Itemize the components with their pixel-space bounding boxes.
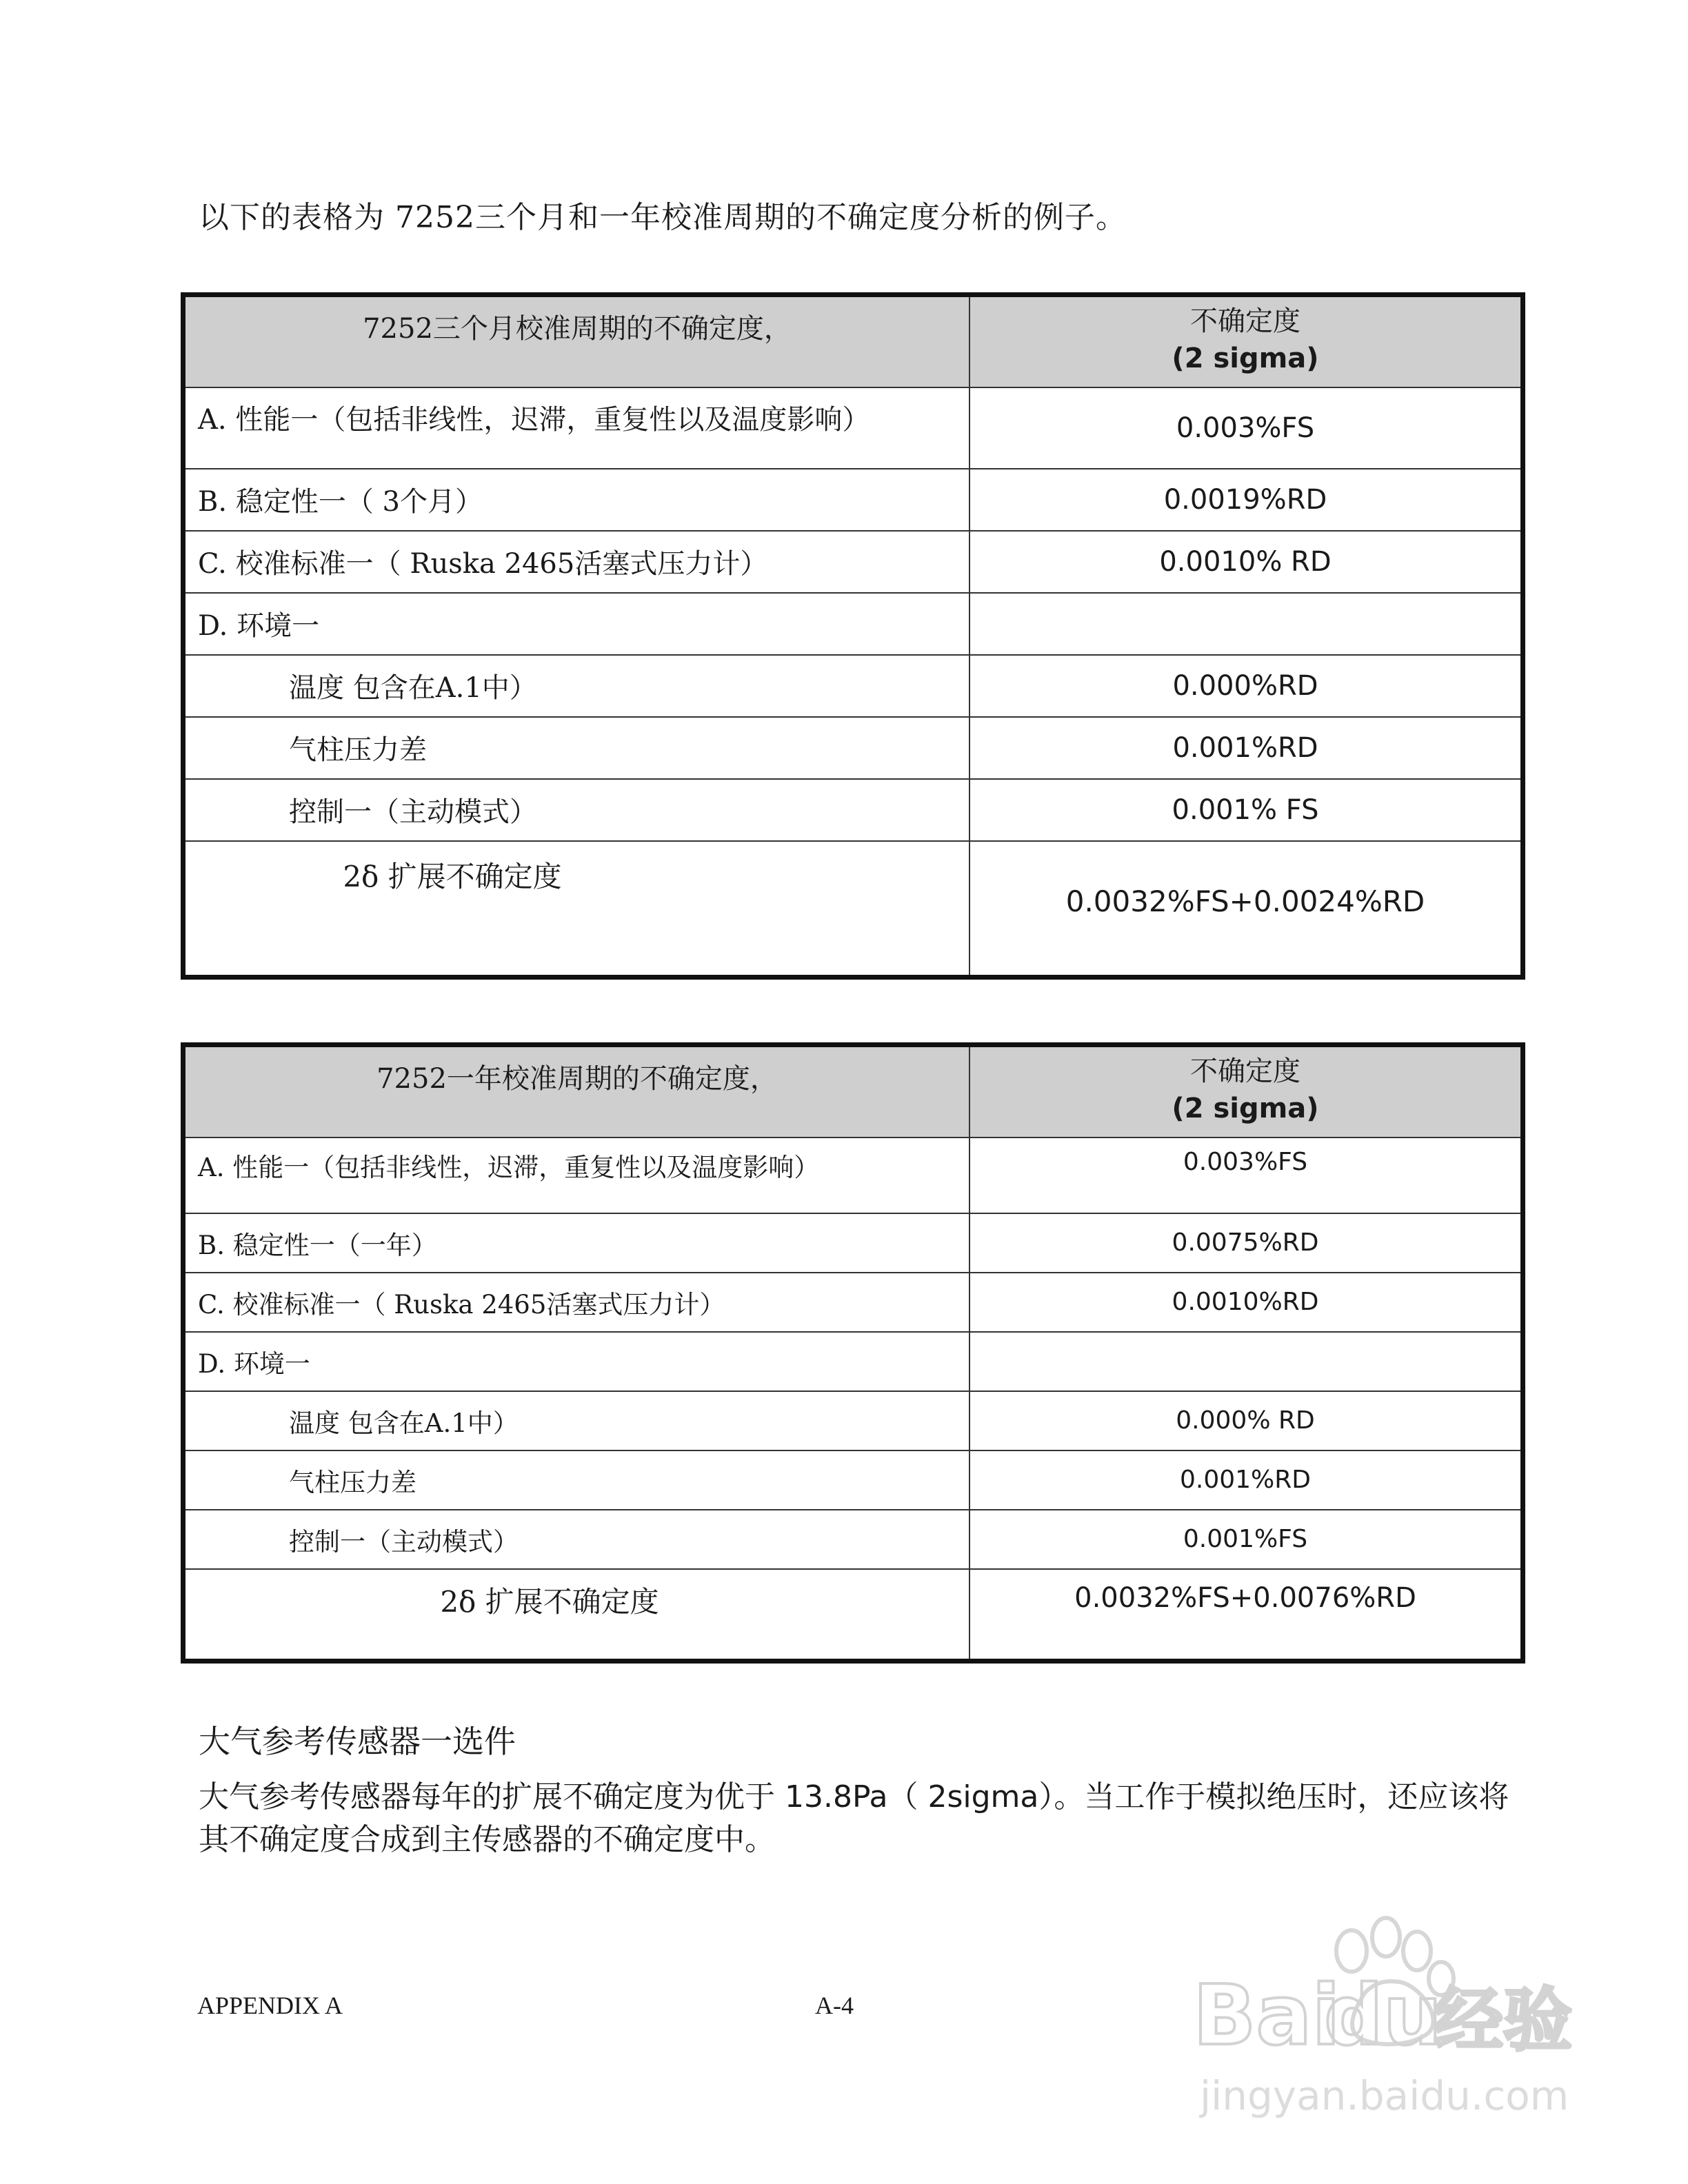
section-body: 大气参考传感器每年的扩展不确定度为优于 13.8Pa（ 2sigma）。当工作于模拟绝压时，还应该将其不确定度合成到主传感器的不确定度中。 [199, 1779, 1509, 1857]
table-header-row [183, 1045, 1523, 1138]
header-unit-sigma: (2 sigma) [1172, 1093, 1319, 1124]
table-header-unit [969, 295, 1523, 387]
intro-text: 以下的表格为 7252三个月和一年校准周期的不确定度分析的例子。 [199, 200, 1127, 235]
table-row [183, 593, 1523, 655]
table-row [183, 717, 1523, 779]
footer-appendix: APPENDIX A [197, 1992, 343, 2019]
table-row [183, 1391, 1523, 1450]
row-value: 0.0075%RD [969, 1213, 1523, 1273]
svg-text:经验: 经验 [1434, 1980, 1572, 2061]
total-label: 2δ 扩展不确定度 [183, 841, 970, 978]
row-label: 气柱压力差 [183, 1450, 970, 1510]
row-value: 0.001%RD [969, 717, 1523, 779]
table-total-row [183, 1569, 1523, 1661]
row-label: 控制一（主动模式） [183, 779, 970, 841]
header-unit-title: 不确定度 [1190, 1055, 1300, 1087]
table-row [183, 531, 1523, 593]
row-label: 控制一（主动模式） [183, 1510, 970, 1569]
row-label: A. 性能一（包括非线性，迟滞，重复性以及温度影响） [183, 1138, 970, 1213]
table-row [183, 1510, 1523, 1569]
row-label: C. 校准标准一（ Ruska 2465活塞式压力计） [183, 531, 970, 593]
total-value: 0.0032%FS+0.0076%RD [969, 1569, 1523, 1661]
row-value: 0.000%RD [969, 655, 1523, 717]
row-value: 0.000% RD [969, 1391, 1523, 1450]
row-label: 温度 包含在A.1中） [183, 655, 970, 717]
row-value: 0.0010%RD [969, 1273, 1523, 1332]
section-title: 大气参考传感器一选件 [199, 1723, 516, 1760]
table-row [183, 1332, 1523, 1391]
table-total-row [183, 841, 1523, 978]
row-value: 0.0010% RD [969, 531, 1523, 593]
svg-text:jingyan.baidu.com: jingyan.baidu.com [1200, 2072, 1569, 2119]
row-value [969, 593, 1523, 655]
table-row [183, 1273, 1523, 1332]
table-header-label: 7252一年校准周期的不确定度， [183, 1045, 970, 1138]
table-header-unit [969, 1045, 1523, 1138]
svg-text:Bai: Bai [1193, 1968, 1340, 2064]
table-row [183, 655, 1523, 717]
row-label: 气柱压力差 [183, 717, 970, 779]
table-row [183, 1213, 1523, 1273]
table-row [183, 1450, 1523, 1510]
header-unit-title: 不确定度 [1190, 305, 1300, 337]
row-value: 0.003%FS [969, 1138, 1523, 1213]
row-value: 0.001% FS [969, 779, 1523, 841]
table-row [183, 469, 1523, 531]
row-label: D. 环境一 [183, 1332, 970, 1391]
header-unit-sigma: (2 sigma) [1172, 343, 1319, 374]
uncertainty-table-3-month [181, 292, 1525, 980]
row-label: A. 性能一（包括非线性，迟滞，重复性以及温度影响） [183, 387, 970, 469]
row-value: 0.001%FS [969, 1510, 1523, 1569]
row-value: 0.003%FS [969, 387, 1523, 469]
table-row [183, 779, 1523, 841]
total-value: 0.0032%FS+0.0024%RD [969, 841, 1523, 978]
row-value: 0.001%RD [969, 1450, 1523, 1510]
row-label: B. 稳定性一（ 3个月） [183, 469, 970, 531]
row-label: D. 环境一 [183, 593, 970, 655]
footer-page-number: A-4 [815, 1992, 854, 2019]
row-value [969, 1332, 1523, 1391]
row-label: B. 稳定性一（一年） [183, 1213, 970, 1273]
row-label: C. 校准标准一（ Ruska 2465活塞式压力计） [183, 1273, 970, 1332]
table-header-label: 7252三个月校准周期的不确定度， [183, 295, 970, 387]
paw-icon [1179, 1903, 1579, 2130]
total-label: 2δ 扩展不确定度 [183, 1569, 970, 1661]
table-row [183, 1138, 1523, 1213]
baidu-watermark [1179, 1903, 1579, 2130]
uncertainty-table-1-year [181, 1042, 1525, 1664]
table-row [183, 387, 1523, 469]
row-value: 0.0019%RD [969, 469, 1523, 531]
svg-text:du: du [1324, 1968, 1443, 2064]
table-header-row [183, 295, 1523, 387]
row-label: 温度 包含在A.1中） [183, 1391, 970, 1450]
